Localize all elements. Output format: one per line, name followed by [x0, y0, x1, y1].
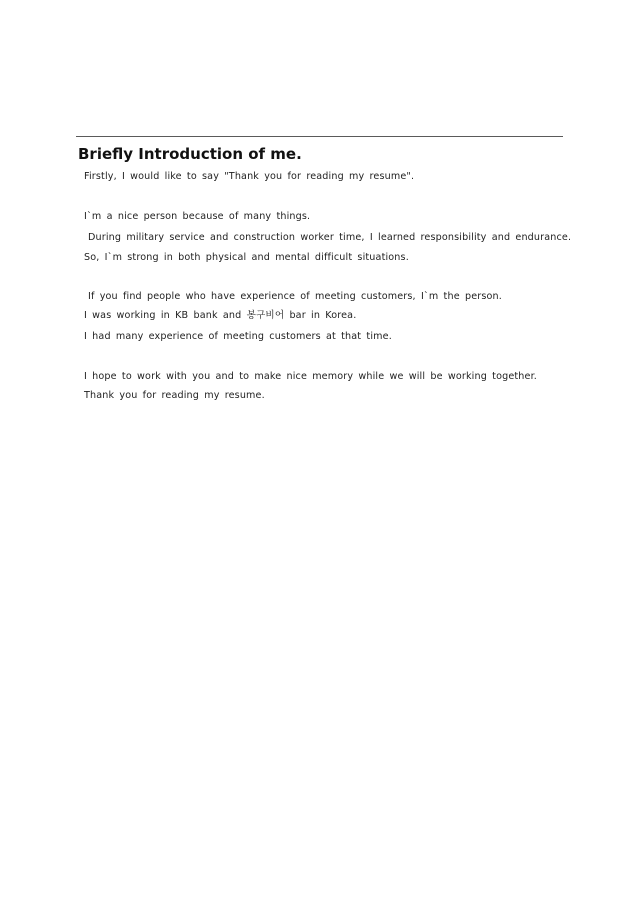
header-rule — [76, 136, 563, 137]
paragraph-line-strong: So, I`m strong in both physical and mental difficult situations. — [84, 252, 409, 263]
paragraph-line-customers: If you find people who have experience of meeting customers, I`m the person. — [88, 291, 502, 302]
paragraph-line-hope: I hope to work with you and to make nice memory while we will be working together. — [84, 371, 537, 382]
paragraph-line-firstly: Firstly, I would like to say "Thank you for reading my resume". — [84, 171, 415, 182]
document-title: Briefly Introduction of me. — [78, 145, 302, 163]
paragraph-line-nice-person: I`m a nice person because of many things. — [84, 211, 311, 222]
paragraph-line-thank-you: Thank you for reading my resume. — [84, 390, 265, 401]
paragraph-line-kb-bank: I was working in KB bank and 봉구비어 bar in Korea. — [84, 310, 357, 321]
paragraph-line-military: During military service and construction worker time, I learned responsibility and endurance. — [88, 232, 572, 243]
paragraph-line-experience: I had many experience of meeting customers at that time. — [84, 331, 392, 342]
